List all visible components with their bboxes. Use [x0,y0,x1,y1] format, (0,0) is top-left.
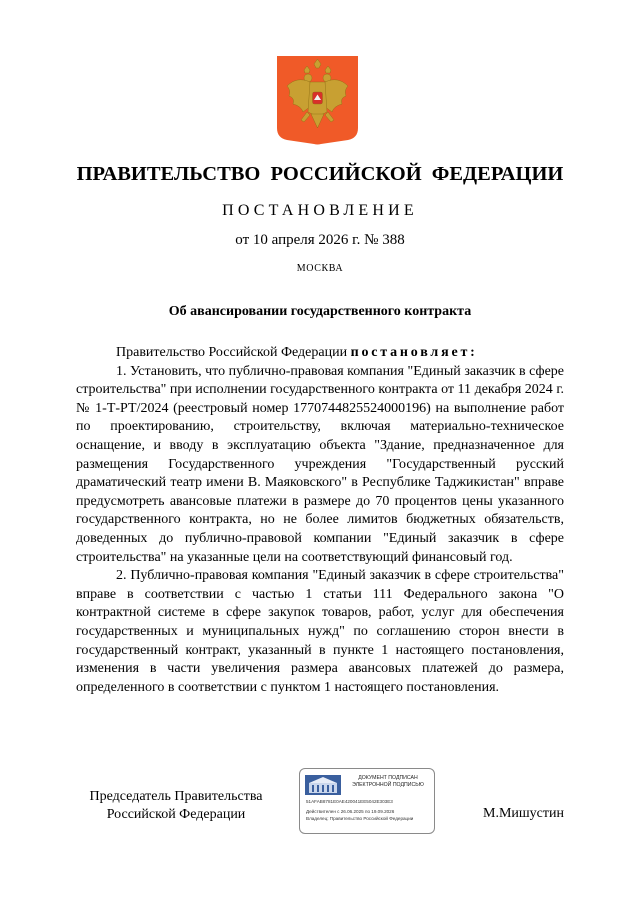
paragraph-2: 2. Публично-правовая компания "Единый заказчик в сфере строительства" вправе в соответствии с частью 1 статьи 111 Федерального закона "О контрактной системе в сфере закупок товаров, работ, услуг для обеспечения государственных и муниципальных нужд" по соглашению сторон внести в государственный контракт, указанный в пункте 1 настоящего постановления, изменения в части увеличения размера авансовых платежей до размера, определенного в соответствии с пунктом 1 настоящего постановления. [76,568,564,695]
document-type: ПОСТАНОВЛЕНИЕ [222,202,418,219]
paragraph-1: 1. Установить, что публично-правовая компания "Единый заказчик в сфере строительства" при исполнении государственного контракта от 11 декабря 2024 г. № 1-Т-РТ/2024 (реестровый номер 1770744825524000196) на выполнение работ по проектированию, строительству, включая материально-техническое оснащение, и вводу в эксплуатацию объекта "Здание, предназначенное для размещения Государственного учреждения "Государственный русский драматический театр имени В. Маяковского" в Республике Таджикистан" вправе предусмотреть авансовые платежи в размере до 70 процентов цены указанного государственного контракта, но не более лимитов бюджетных обязательств, доведенных до публично-правовой компании "Единый заказчик в сфере строительства" на указанные цели на соответствующий финансовый год. [76,363,564,565]
coat-of-arms-icon [277,56,358,145]
stamp-certificate: 51AFAB8781E0AE420041EE5042E303E3 [306,799,393,804]
stamp-title-line2: ЭЛЕКТРОННОЙ ПОДПИСЬЮ [352,782,424,788]
document-body [76,344,564,697]
stamp-title [344,775,432,789]
document-city: МОСКВА [296,263,344,274]
government-building-icon [305,775,341,795]
stamp-validity: Действителен с 26.06.2025 по 19.09.2026 [306,809,395,814]
stamp-title-line1: ДОКУМЕНТ ПОДПИСАН [358,775,418,781]
document-date-number: от 10 апреля 2026 г. № 388 [235,232,405,248]
signer-position-line1: Председатель Правительства [89,789,263,804]
stamp-owner: Владелец: Правительство Российской Федерации [306,816,414,821]
electronic-signature-stamp [299,768,435,834]
signer-name: М.Мишустин [483,806,564,821]
preamble [76,344,564,363]
signer-position [76,788,276,824]
preamble-subject: Правительство Российской Федерации [116,345,351,360]
issuer-title: ПРАВИТЕЛЬСТВО РОССИЙСКОЙ ФЕДЕРАЦИИ [76,163,564,185]
signer-position-line2: Российской Федерации [106,807,246,822]
preamble-verb: постановляет: [350,345,478,360]
document-heading: Об авансировании государственного контракта [168,304,472,319]
